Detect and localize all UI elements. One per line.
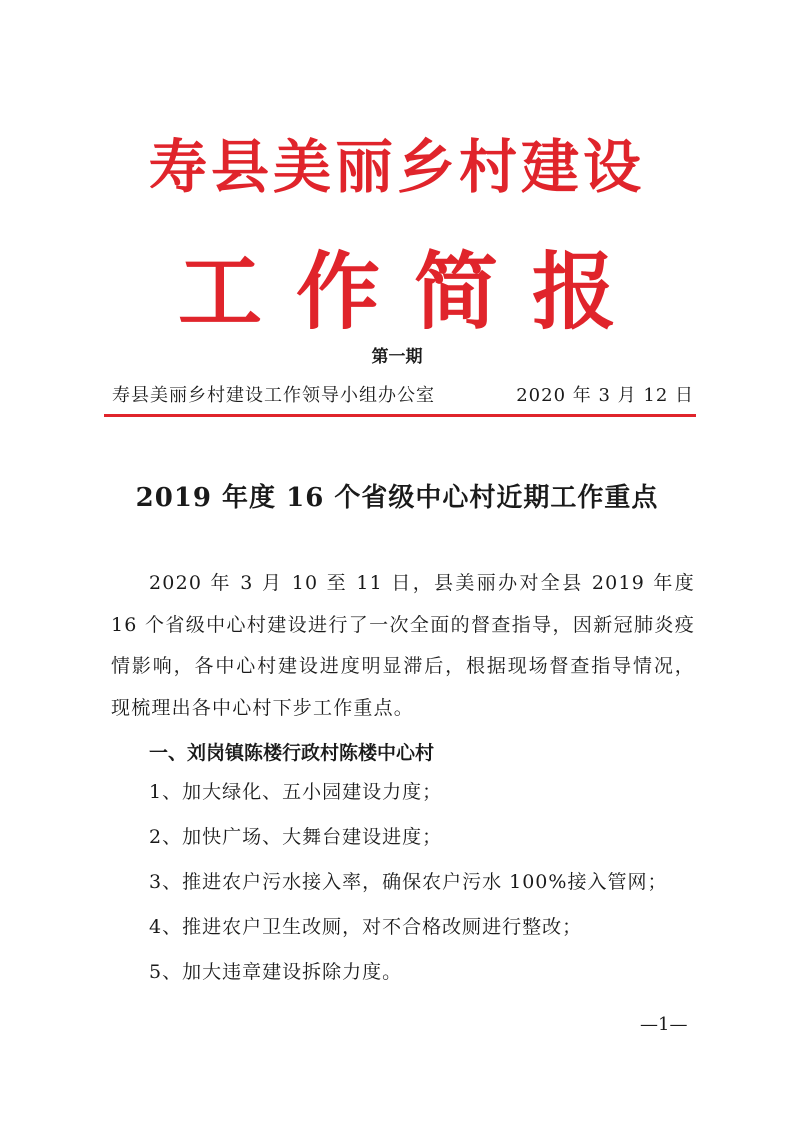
intro-paragraph: 2020 年 3 月 10 至 11 日，县美丽办对全县 2019 年度 16 个省级中心村建设进行了一次全面的督查指导，因新冠肺炎疫情影响，各中心村建设进度明显滞后，根据现场督查指导情况，现梳理出各中心村下步工作重点。 xyxy=(111,572,695,719)
article-title: 2019 年度 16 个省级中心村近期工作重点 xyxy=(135,483,659,513)
issue-number: 第一期 xyxy=(371,347,423,367)
issuer-row xyxy=(112,381,694,407)
masthead-title-line2: 工作简报 xyxy=(177,243,650,341)
list-item: 2、加快广场、大舞台建设进度； xyxy=(149,826,443,848)
list-item: 5、加大违章建设拆除力度。 xyxy=(149,961,403,983)
page-number: —1— xyxy=(640,1014,688,1035)
red-divider xyxy=(104,414,696,417)
task-list xyxy=(149,770,695,995)
masthead-title-line1: 寿县美丽乡村建设 xyxy=(148,133,645,201)
section-heading: 一、刘岗镇陈楼行政村陈楼中心村 xyxy=(149,742,435,764)
list-item: 3、推进农户污水接入率，确保农户污水 100%接入管网； xyxy=(149,871,668,893)
issuer-name: 寿县美丽乡村建设工作领导小组办公室 xyxy=(112,385,435,406)
list-item: 4、推进农户卫生改厕，对不合格改厕进行整改； xyxy=(149,916,583,938)
list-item: 1、加大绿化、五小园建设力度； xyxy=(149,781,443,803)
issue-date: 2020 年 3 月 12 日 xyxy=(516,385,694,406)
